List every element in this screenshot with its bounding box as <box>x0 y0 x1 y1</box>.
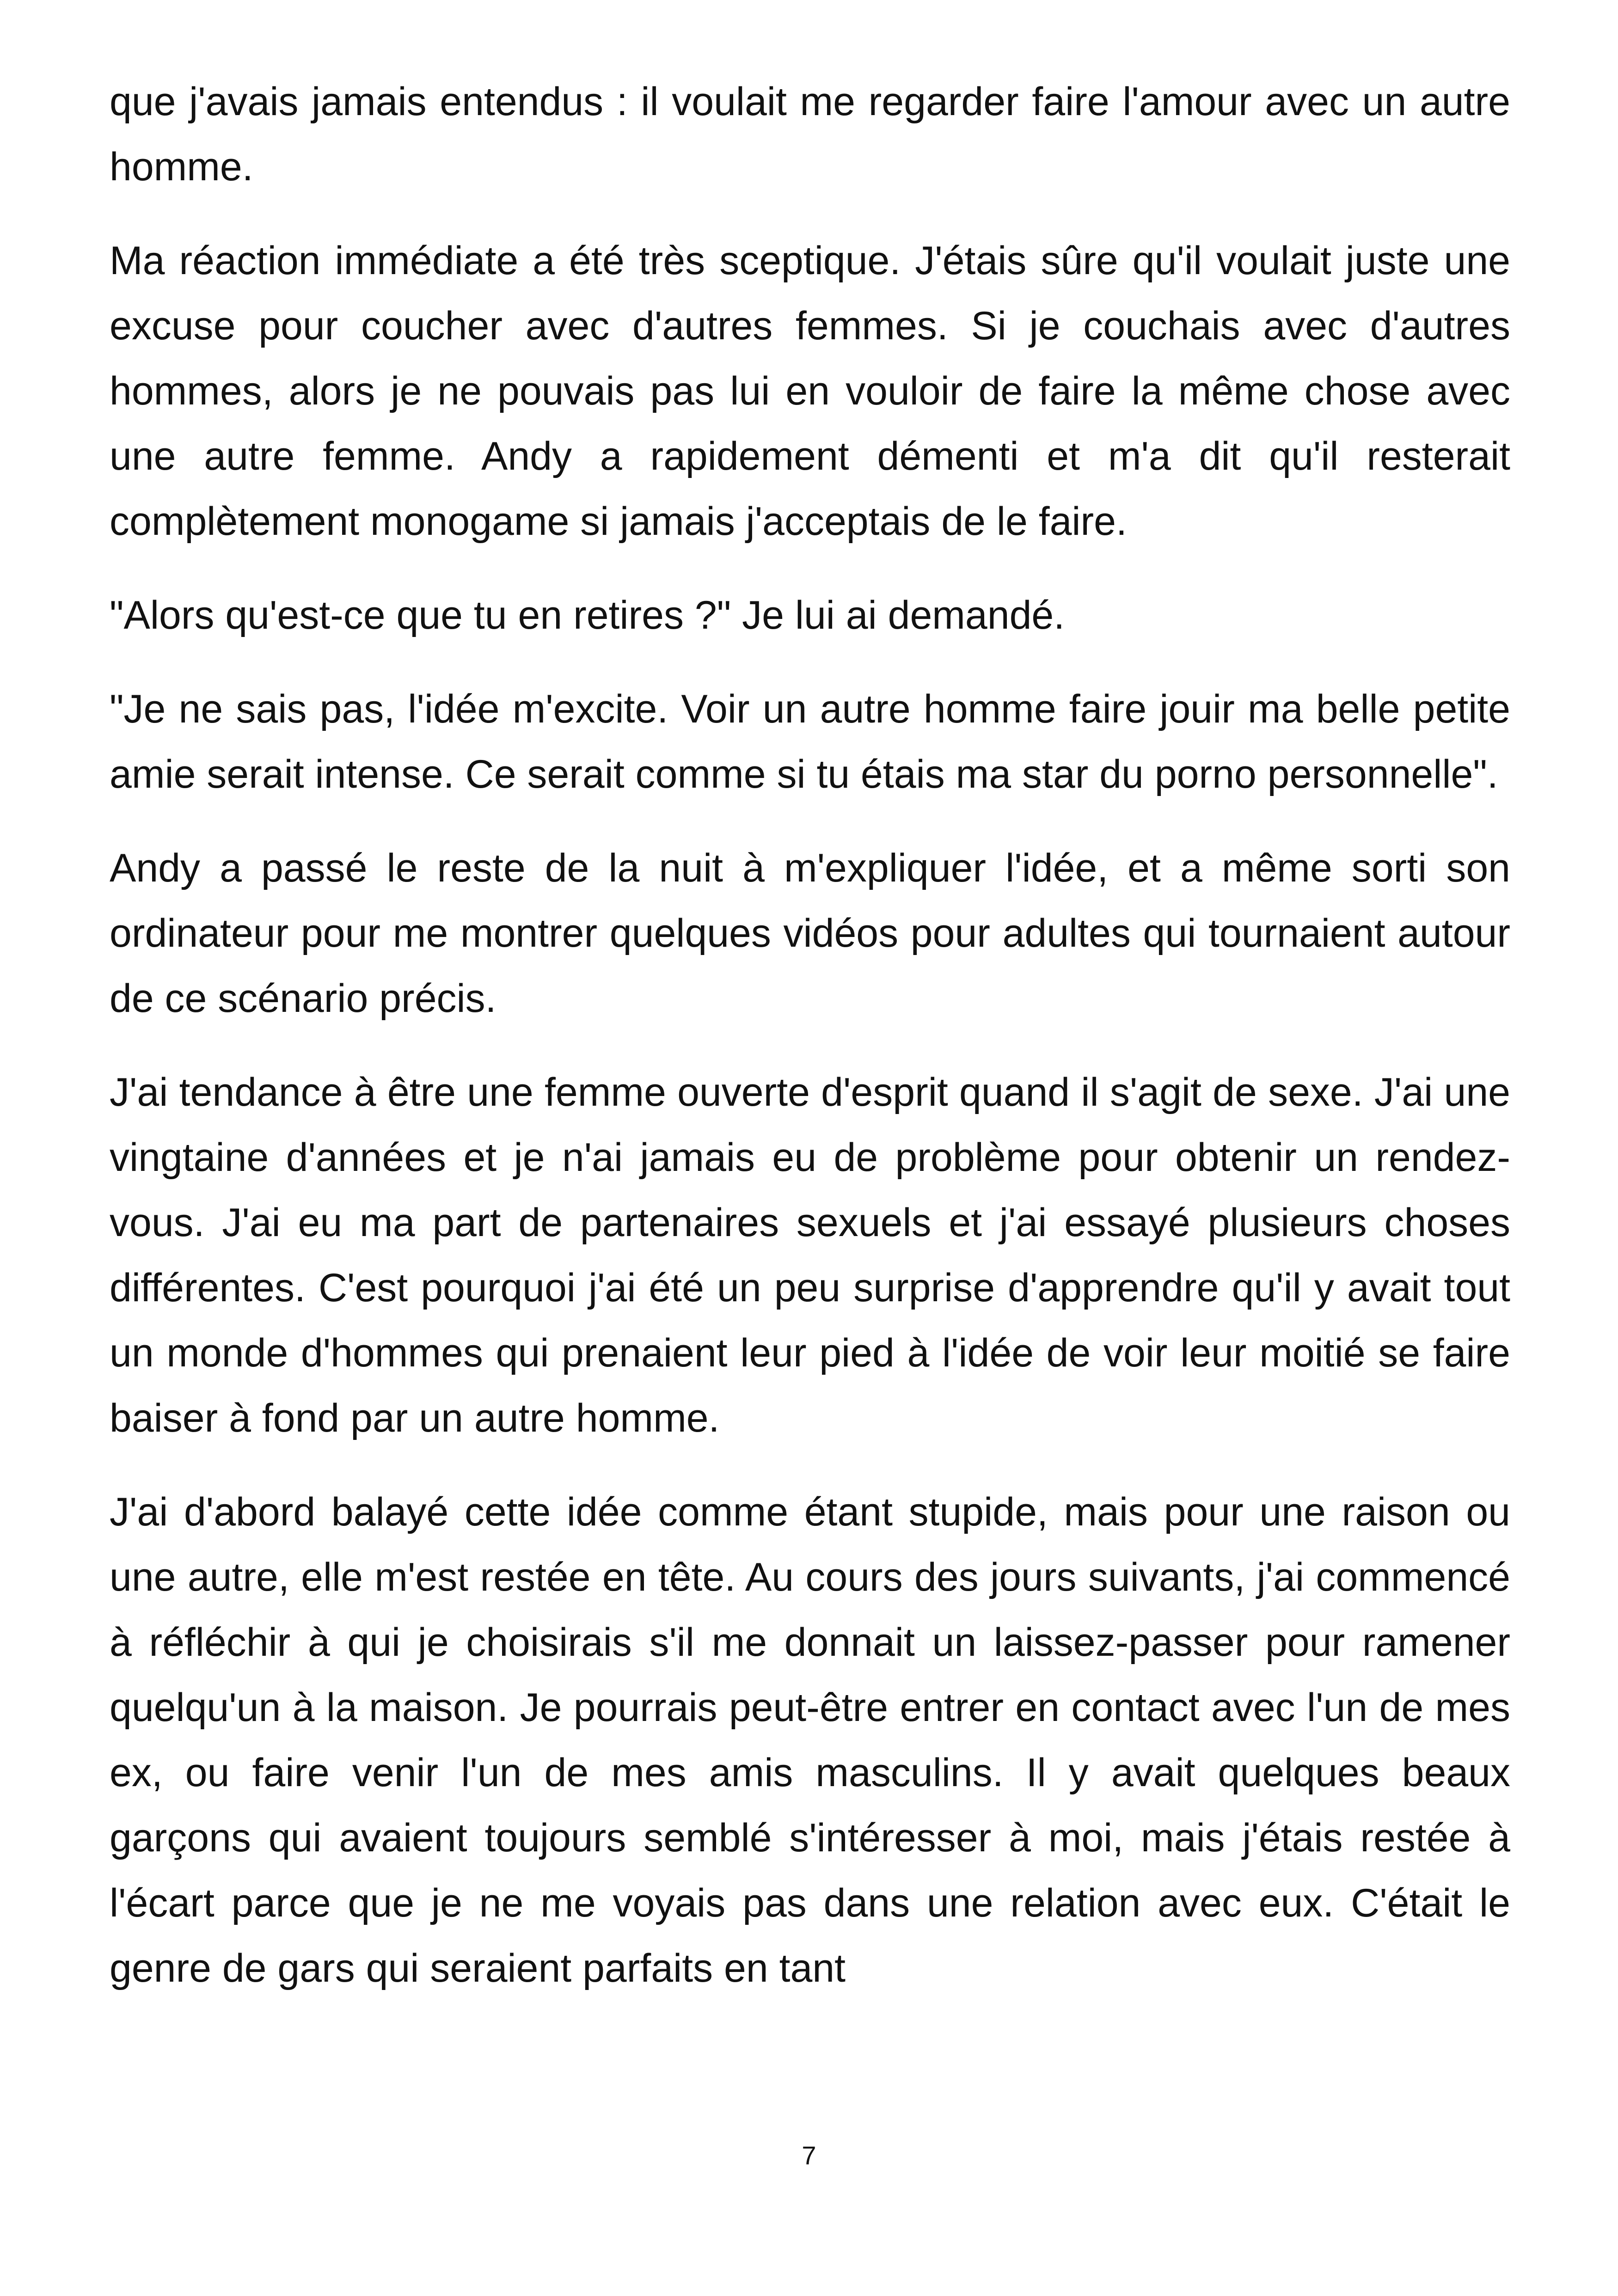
paragraph-4: "Je ne sais pas, l'idée m'excite. Voir un autre homme faire jouir ma belle petite amie serait intense. Ce serait comme si tu étais ma star du porno personnelle". <box>110 687 1510 796</box>
paragraph-6: J'ai tendance à être une femme ouverte d'esprit quand il s'agit de sexe. J'ai une vingtaine d'années et je n'ai jamais eu de problème pour obtenir un rendez-vous. J'ai eu ma part de partenaires sexuels et j'ai essayé plusieurs choses différentes. C'est pourquoi j'ai été un peu surprise d'apprendre qu'il y avait tout un monde d'hommes qui prenaient leur pied à l'idée de voir leur moitié se faire baiser à fond par un autre homme. <box>110 1070 1510 1440</box>
paragraph-7: J'ai d'abord balayé cette idée comme étant stupide, mais pour une raison ou une autre, elle m'est restée en tête. Au cours des jours suivants, j'ai commencé à réfléchir à qui je choisirais s'il me donnait un laissez-passer pour ramener quelqu'un à la maison. Je pourrais peut-être entrer en contact avec l'un de mes ex, ou faire venir l'un de mes amis masculins. Il y avait quelques beaux garçons qui avaient toujours semblé s'intéresser à moi, mais j'étais restée à l'écart parce que je ne me voyais pas dans une relation avec eux. C'était le genre de gars qui seraient parfaits en tant <box>110 1490 1510 1990</box>
body-text <box>110 69 1510 2030</box>
paragraph-2: Ma réaction immédiate a été très sceptique. J'étais sûre qu'il voulait juste une excuse pour coucher avec d'autres femmes. Si je couchais avec d'autres hommes, alors je ne pouvais pas lui en vouloir de faire la même chose avec une autre femme. Andy a rapidement démenti et m'a dit qu'il resterait complètement monogame si jamais j'acceptais de le faire. <box>110 239 1510 544</box>
paragraph-5: Andy a passé le reste de la nuit à m'expliquer l'idée, et a même sorti son ordinateur pour me montrer quelques vidéos pour adultes qui tournaient autour de ce scénario précis. <box>110 846 1510 1021</box>
paragraph-1: que j'avais jamais entendus : il voulait me regarder faire l'amour avec un autre homme. <box>110 80 1510 189</box>
page-number: 7 <box>802 2141 816 2170</box>
paragraph-3: "Alors qu'est-ce que tu en retires ?" Je lui ai demandé. <box>110 593 1065 637</box>
